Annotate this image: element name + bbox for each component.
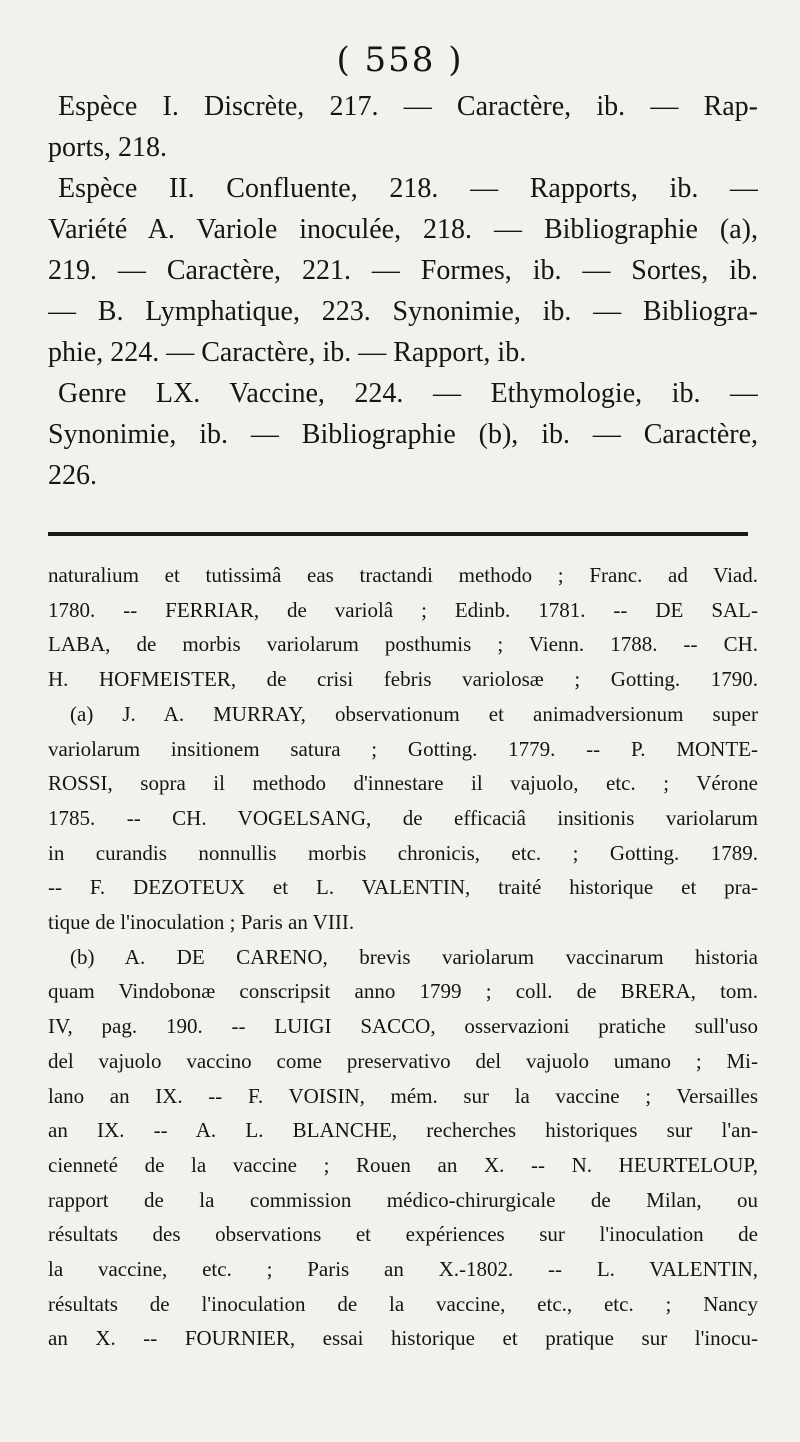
footnote-line: ROSSI, sopra il methodo d'innestare il vajuolo, etc. ; Vérone: [48, 771, 758, 796]
footnote-line: cienneté de la vaccine ; Rouen an X. -- N. HEURTELOUP,: [48, 1152, 758, 1177]
footnote-line: rapport de la commission médico-chirurgicale de Milan, ou: [48, 1187, 758, 1212]
footnote-line: tique de l'inoculation ; Paris an VIII.: [48, 910, 355, 935]
footnote-line: in curandis nonnullis morbis chronicis, etc. ; Gotting. 1789.: [48, 840, 758, 865]
footnote-line: naturalium et tutissimâ eas tractandi methodo ; Franc. ad Viad.: [48, 563, 758, 587]
footnote-line: IV, pag. 190. -- LUIGI SACCO, osservazioni pratiche sull'uso: [48, 1014, 758, 1039]
index-line: 226.: [48, 460, 97, 491]
index-line: — B. Lymphatique, 223. Synonimie, ib. — Bibliogra-: [48, 296, 758, 327]
footnote-line: -- F. DEZOTEUX et L. VALENTIN, traité historique et pra-: [48, 875, 758, 900]
footnote-line: lano an IX. -- F. VOISIN, mém. sur la vaccine ; Versailles: [48, 1083, 758, 1108]
footnote-line: résultats de l'inoculation de la vaccine, etc., etc. ; Nancy: [48, 1291, 758, 1316]
footnote-line: (b) A. DE CARENO, brevis variolarum vaccinarum historia: [70, 944, 758, 969]
index-line: ports, 218.: [48, 132, 167, 163]
footnote-line: quam Vindobonæ conscripsit anno 1799 ; coll. de BRERA, tom.: [48, 979, 758, 1004]
index-entries: [48, 86, 758, 496]
footnote-line: 1780. -- FERRIAR, de variolâ ; Edinb. 1781. -- DE SAL-: [48, 597, 758, 622]
footnote-line: an IX. -- A. L. BLANCHE, recherches historiques sur l'an-: [48, 1118, 758, 1143]
index-line: Espèce I. Discrète, 217. — Caractère, ib. — Rap-: [58, 91, 758, 122]
index-line: Variété A. Variole inoculée, 218. — Bibliographie (a),: [48, 214, 758, 245]
footnote-line: H. HOFMEISTER, de crisi febris variolosæ ; Gotting. 1790.: [48, 667, 758, 692]
footnote-line: 1785. -- CH. VOGELSANG, de efficaciâ insitionis variolarum: [48, 805, 758, 830]
page-number: ( 558 ): [336, 40, 464, 80]
index-line: Espèce II. Confluente, 218. — Rapports, ib. —: [58, 173, 758, 204]
footnote-line: del vajuolo vaccino come preservativo del vajuolo umano ; Mi-: [48, 1048, 758, 1073]
footnote-line: résultats des observations et expériences sur l'inoculation de: [48, 1222, 758, 1247]
footnote-line: variolarum insitionem satura ; Gotting. 1779. -- P. MONTE-: [48, 736, 758, 761]
separator-rule: [48, 532, 748, 536]
footnote-line: LABA, de morbis variolarum posthumis ; Vienn. 1788. -- CH.: [48, 632, 758, 657]
footnote-line: (a) J. A. MURRAY, observationum et animadversionum super: [70, 701, 758, 726]
footnote-line: la vaccine, etc. ; Paris an X.-1802. -- L. VALENTIN,: [48, 1257, 758, 1282]
footnote-line: an X. -- FOURNIER, essai historique et pratique sur l'inocu-: [48, 1326, 758, 1351]
index-line: phie, 224. — Caractère, ib. — Rapport, ib.: [48, 337, 527, 368]
index-line: 219. — Caractère, 221. — Formes, ib. — Sortes, ib.: [48, 255, 758, 286]
footnotes: [48, 558, 758, 1356]
index-line: Genre LX. Vaccine, 224. — Ethymologie, ib. —: [58, 378, 758, 409]
index-line: Synonimie, ib. — Bibliographie (b), ib. — Caractère,: [48, 419, 758, 450]
